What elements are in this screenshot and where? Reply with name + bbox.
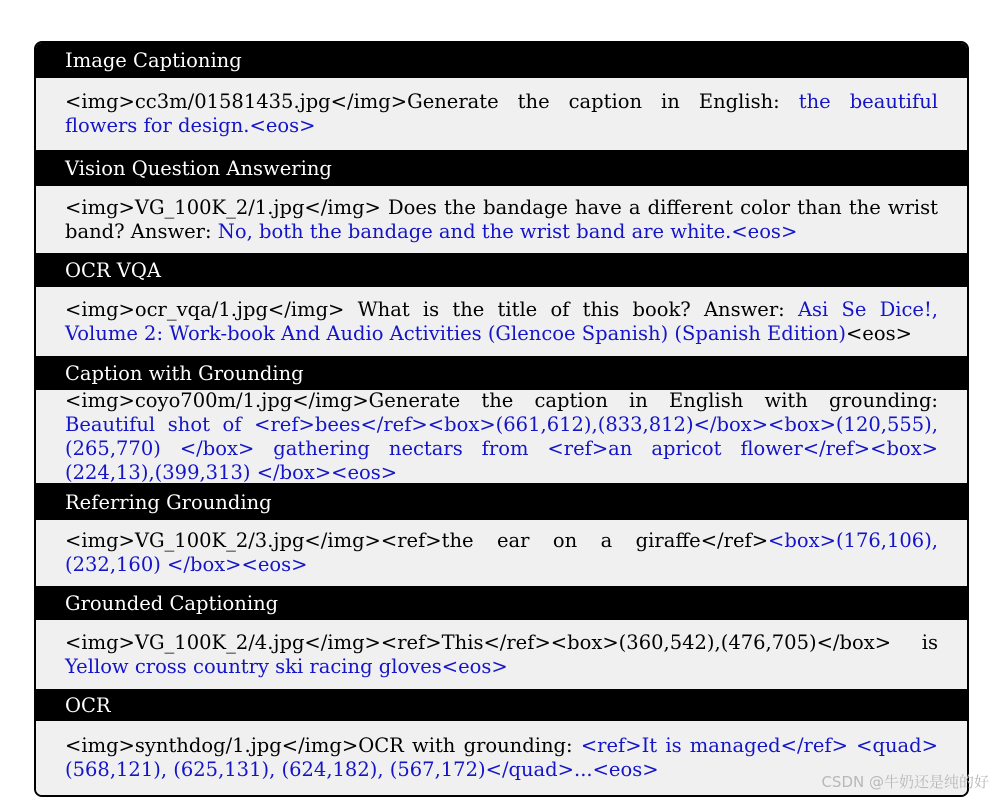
prompt-text: <img>ocr_vqa/1.jpg</img> What is the title of this book? Answer: [65,297,798,321]
example-text [65,298,938,346]
section-title: Vision Question Answering [65,157,332,180]
section-title: Caption with Grounding [65,362,304,385]
section-header-ocr-vqa [36,254,967,287]
example-text [65,389,938,485]
section-body-grounded-captioning [36,620,967,690]
section-body-caption-grounding [36,390,967,484]
prompt-text: <img>synthdog/1.jpg</img>OCR with grounding: [65,734,581,757]
example-text [65,529,938,577]
section-header-referring-grounding [36,484,967,520]
section-title: Referring Grounding [65,490,272,514]
prompt-text: <img>VG_100K_2/3.jpg</img><ref>the ear on a giraffe</ref> [65,529,769,552]
answer-text: No, both the bandage and the wrist band are white.<eos> [217,219,798,243]
prompt-text: <img>VG_100K_2/1.jpg</img> Does the bandage have a different color than the wrist band? Answer: [65,195,938,243]
eos-suffix: <eos> [845,321,912,345]
answer-text: <ref>It is managed</ref> <quad> (568,121), (625,131), (624,182), (567,172)</quad>...<eos> [65,734,938,781]
example-text [65,734,938,782]
section-header-ocr [36,690,967,721]
example-text [65,90,938,138]
section-body-vqa [36,186,967,254]
section-header-vqa [36,151,967,186]
section-title: Image Captioning [65,49,242,72]
example-text [65,196,938,244]
task-examples-table [34,41,969,797]
section-body-image-captioning [36,78,967,151]
watermark: CSDN @牛奶还是纯的好 [821,773,989,791]
section-title: Grounded Captioning [65,592,279,615]
section-header-caption-grounding [36,357,967,390]
section-body-ocr-vqa [36,287,967,357]
prompt-text: <img>coyo700m/1.jpg</img>Generate the caption in English with grounding: [65,388,938,412]
section-title: OCR VQA [65,259,161,282]
answer-text: Beautiful shot of <ref>bees</ref><box>(661,612),(833,812)</box><box>(120,555),(265,770) </box> gathering nectars from <ref>an apricot flower</ref><box>(224,13),(399,313) </box><eos> [65,412,938,484]
answer-text: Asi Se Dice!, Volume 2: Work-book And Audio Activities (Glencoe Spanish) (Spanish Edition) [65,297,938,345]
prompt-text: <img>VG_100K_2/4.jpg</img><ref>This</ref><box>(360,542),(476,705)</box> is [65,630,938,654]
section-header-grounded-captioning [36,587,967,620]
answer-text: <box>(176,106),(232,160) </box><eos> [65,529,938,576]
example-text [65,631,938,679]
section-body-referring-grounding [36,520,967,587]
section-header-image-captioning [36,43,967,78]
section-title: OCR [65,694,111,717]
answer-text: the beautiful flowers for design.<eos> [65,90,938,137]
prompt-text: <img>cc3m/01581435.jpg</img>Generate the caption in English: [65,90,799,113]
answer-text: Yellow cross country ski racing gloves<eos> [65,654,508,678]
